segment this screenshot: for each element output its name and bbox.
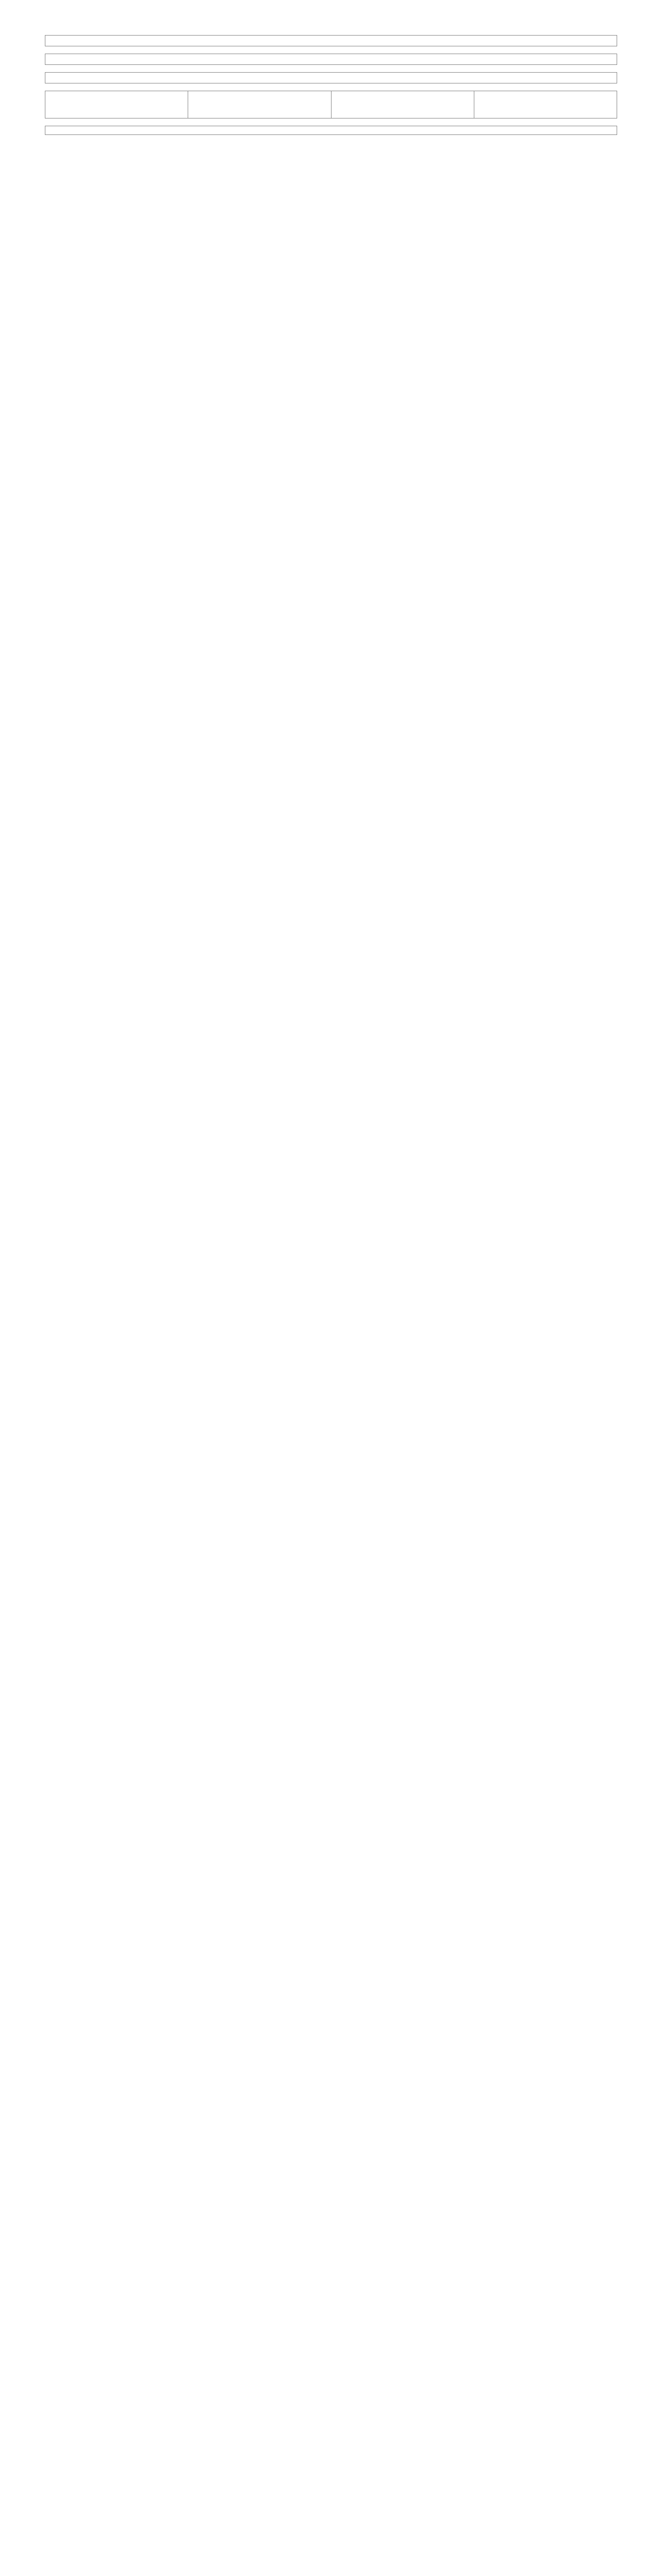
header-url [188, 91, 331, 118]
thread-title [45, 35, 617, 46]
image-table [45, 91, 617, 118]
back-to-top[interactable] [45, 126, 617, 135]
header-cache [474, 91, 617, 118]
header-num [45, 91, 188, 118]
thread-subtitle [45, 54, 617, 65]
page-container [45, 13, 617, 135]
result-count [45, 72, 617, 83]
table-header-row [45, 91, 617, 118]
header-res [331, 91, 474, 118]
